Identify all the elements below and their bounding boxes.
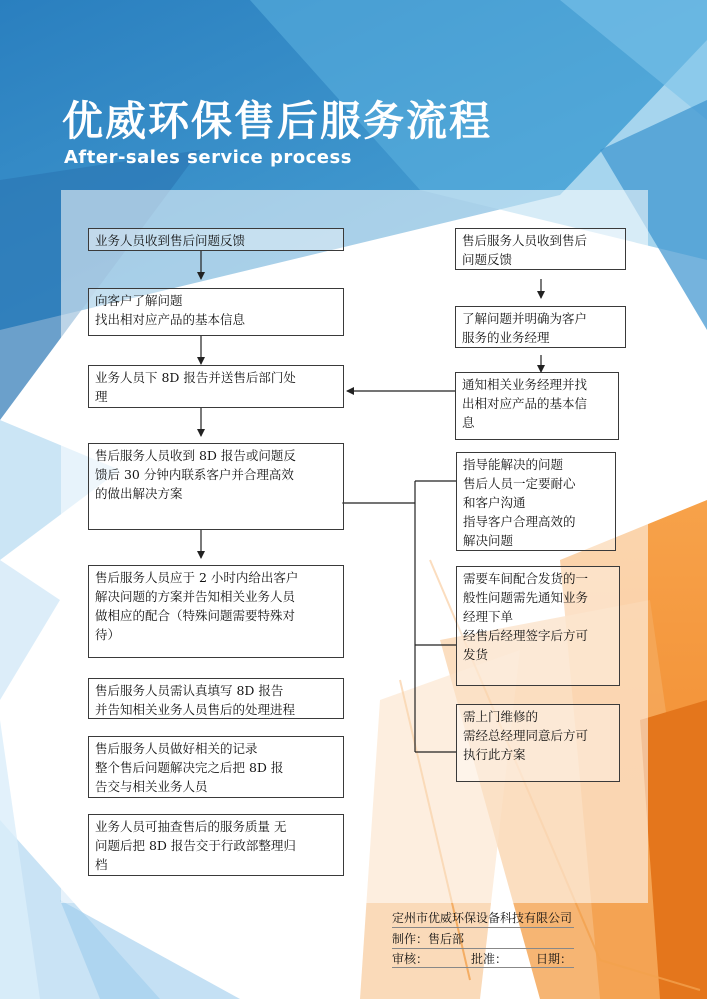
approve-label: 批准： xyxy=(471,952,508,966)
page-subtitle: After-sales service process xyxy=(64,147,352,168)
branch-text: 需上门维修的 xyxy=(463,709,539,724)
step-text: 业务人员收到售后问题反馈 xyxy=(95,233,246,248)
step-text: 售后服务人员做好相关的记录 xyxy=(95,741,258,756)
footer-rule xyxy=(392,927,574,928)
flow-step-2 xyxy=(88,288,344,336)
step-text: 待） xyxy=(95,627,121,642)
branch-text: 执行此方案 xyxy=(463,747,526,762)
branch-text: 售后人员一定要耐心 xyxy=(463,476,576,491)
branch-option-2 xyxy=(456,566,620,686)
step-text: 问题反馈 xyxy=(462,252,513,267)
step-text: 解决问题的方案并告知相关业务人员 xyxy=(95,589,296,604)
flow-step-5 xyxy=(88,565,344,658)
step-text: 息 xyxy=(462,415,475,430)
step-text: 服务的业务经理 xyxy=(462,330,550,345)
step-text: 售后服务人员收到 8D 报告或问题反 xyxy=(95,448,296,463)
step-text: 告交与相关业务人员 xyxy=(95,779,208,794)
step-text: 售后服务人员需认真填写 8D 报告 xyxy=(95,683,284,698)
flow-step-4 xyxy=(88,443,344,530)
step-text: 馈后 30 分钟内联系客户并合理高效 xyxy=(95,467,294,482)
branch-text: 发货 xyxy=(463,647,489,662)
step-text: 并告知相关业务人员售后的处理进程 xyxy=(95,702,296,717)
branch-text: 经理下单 xyxy=(463,609,514,624)
step-text: 业务人员下 8D 报告并送售后部门处 xyxy=(95,370,296,385)
footer-rule xyxy=(392,967,574,968)
branch-text: 和客户沟通 xyxy=(463,495,526,510)
step-text: 档 xyxy=(95,857,108,872)
step-text: 问题后把 8D 报告交于行政部整理归 xyxy=(95,838,296,853)
branch-text: 需要车间配合发货的一 xyxy=(463,571,589,586)
flow-right-step-1 xyxy=(455,228,626,270)
made-by: 制作：售后部 xyxy=(392,932,465,946)
step-text: 售后服务人员应于 2 小时内给出客户 xyxy=(95,570,299,585)
step-text: 做相应的配合（特殊问题需要特殊对 xyxy=(95,608,296,623)
branch-option-3 xyxy=(456,704,620,782)
flow-step-3 xyxy=(88,365,344,408)
branch-text: 指导客户合理高效的 xyxy=(463,514,576,529)
date-label: 日期： xyxy=(536,952,573,966)
step-text: 通知相关业务经理并找 xyxy=(462,377,588,392)
step-text: 找出相对应产品的基本信息 xyxy=(95,312,246,327)
branch-text: 指导能解决的问题 xyxy=(463,457,564,472)
branch-text: 需经总经理同意后方可 xyxy=(463,728,589,743)
flow-step-6 xyxy=(88,678,344,719)
branch-text: 经售后经理签字后方可 xyxy=(463,628,589,643)
page-title: 优威环保售后服务流程 xyxy=(62,97,492,145)
flow-step-7 xyxy=(88,736,344,798)
flow-step-8 xyxy=(88,814,344,876)
flow-right-step-2 xyxy=(455,306,626,348)
branch-text: 解决问题 xyxy=(463,533,514,548)
step-text: 整个售后问题解决完之后把 8D 报 xyxy=(95,760,284,775)
branch-text: 般性问题需先通知业务 xyxy=(463,590,589,605)
step-text: 向客户了解问题 xyxy=(95,293,183,308)
company-name: 定州市优威环保设备科技有限公司 xyxy=(392,911,573,925)
branch-option-1 xyxy=(456,452,616,551)
step-text: 售后服务人员收到售后 xyxy=(462,233,588,248)
review-label: 审核： xyxy=(392,952,429,966)
footer-rule xyxy=(392,948,574,949)
flow-right-step-3 xyxy=(455,372,619,440)
step-text: 理 xyxy=(95,389,108,404)
step-text: 出相对应产品的基本信 xyxy=(462,396,588,411)
flow-step-1 xyxy=(88,228,344,251)
step-text: 业务人员可抽查售后的服务质量 无 xyxy=(95,819,287,834)
step-text: 的做出解决方案 xyxy=(95,486,183,501)
step-text: 了解问题并明确为客户 xyxy=(462,311,588,326)
